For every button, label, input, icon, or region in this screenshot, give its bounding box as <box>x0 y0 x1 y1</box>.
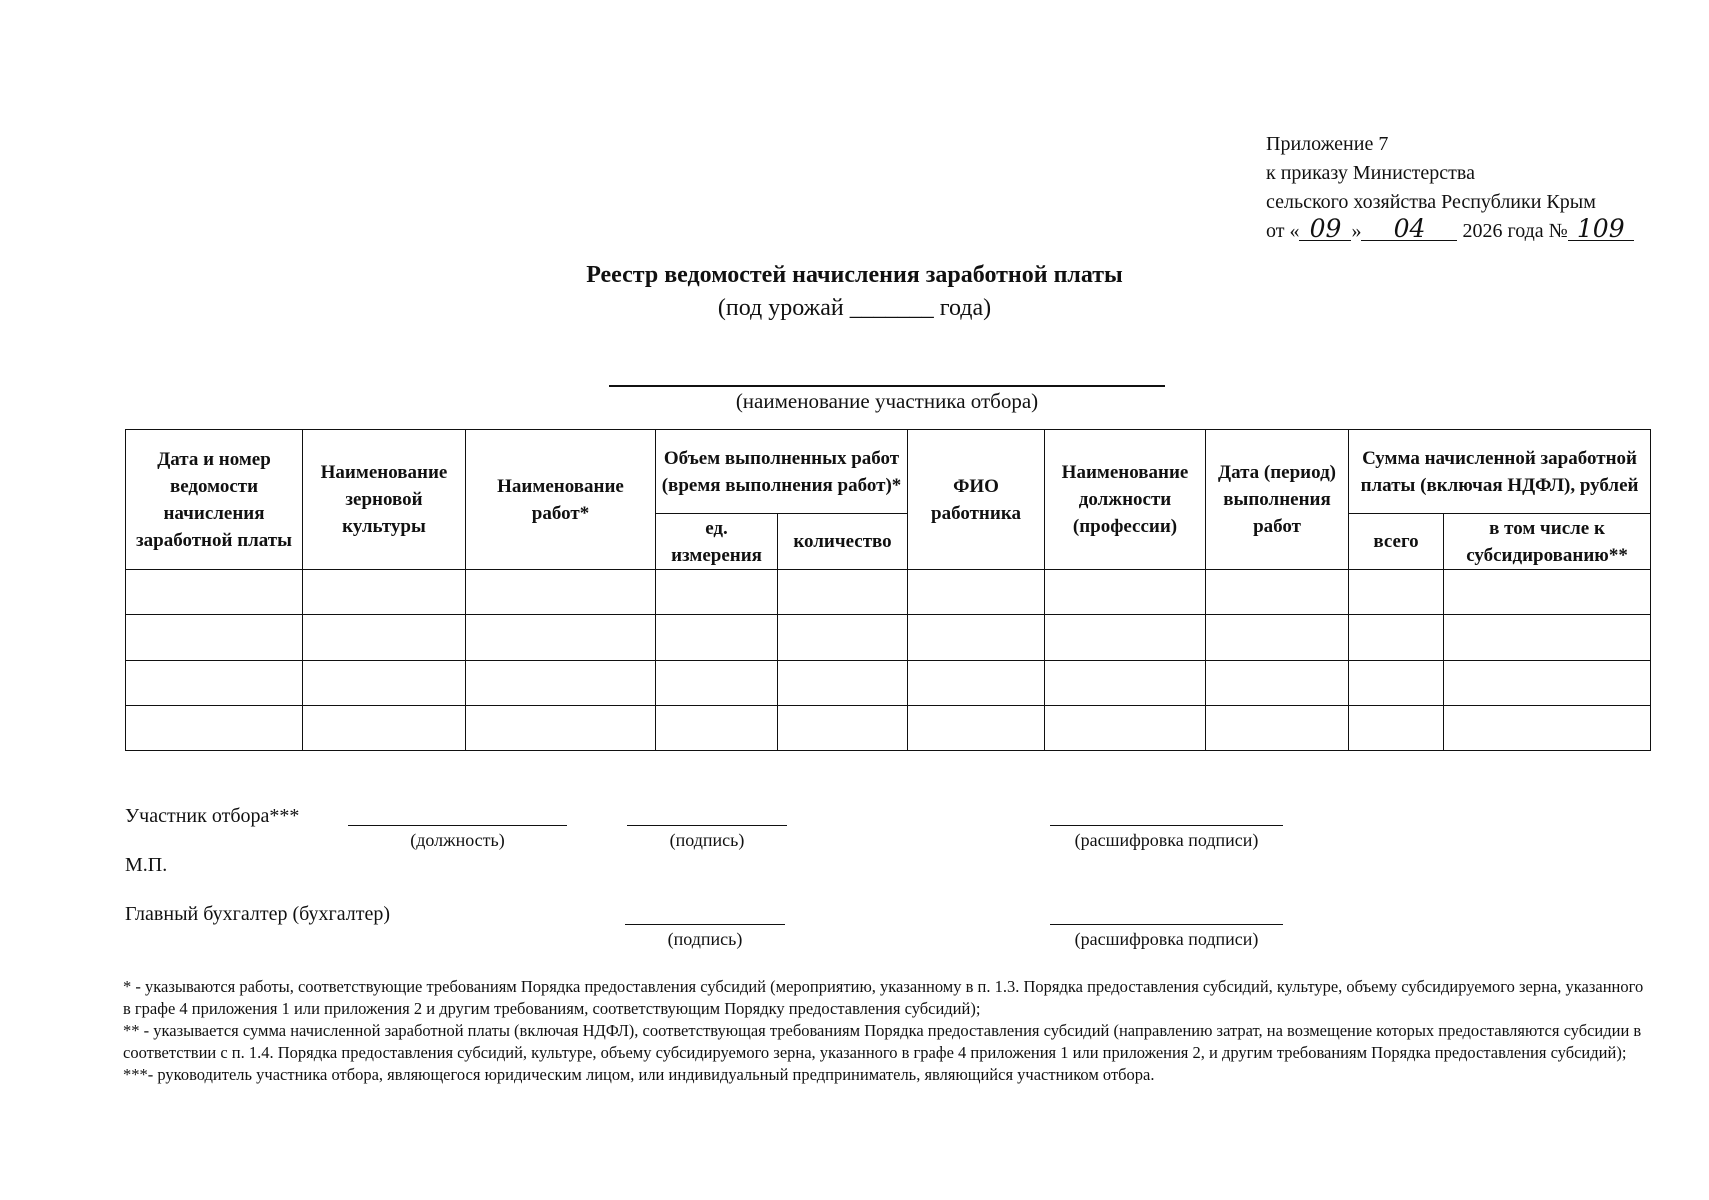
date-mid: » <box>1351 220 1362 242</box>
table-cell <box>656 615 778 660</box>
handwritten-number: 109 <box>1568 218 1634 241</box>
table-cell <box>908 705 1045 750</box>
header-salary-sum: Сумма начисленной заработной платы (включая НДФЛ), рублей <box>1349 430 1651 514</box>
date-year: 2026 года № <box>1462 220 1568 242</box>
table-cell <box>1444 615 1651 660</box>
participant-name-line <box>609 385 1165 387</box>
signature-caption: (подпись) <box>669 830 745 850</box>
table-cell <box>126 705 303 750</box>
accountant-decoding-caption: (расшифровка подписи) <box>1074 929 1259 949</box>
accountant-signature-caption: (подпись) <box>667 929 743 949</box>
footnote-2: ** - указывается сумма начисленной заработной платы (включая НДФЛ), соответствующая требованиям Порядка предоставления субсидий (направлению затрат, на возмещение которых предоставляются субсидии в соответствии с п. 1.4. Порядка предоставления субсидий, культуре, объему субсидируемого зерна, указанного в графе 4 приложения 1 или приложения 2, и другим требованиям Порядка предоставления субсидий); <box>123 1021 1642 1062</box>
table-cell <box>1045 570 1206 615</box>
header-total: всего <box>1349 514 1444 570</box>
table-cell <box>126 615 303 660</box>
registry-table <box>125 429 1651 751</box>
table-cell <box>466 615 656 660</box>
table-cell <box>466 660 656 705</box>
appendix-title: Приложение 7 <box>1266 133 1389 155</box>
header-subsidized: в том числе к субсидированию** <box>1444 514 1651 570</box>
table-cell <box>778 705 908 750</box>
table-row <box>126 705 1651 750</box>
signature-line <box>627 825 787 826</box>
decoding-caption: (расшифровка подписи) <box>1074 830 1259 850</box>
header-position: Наименование должности (профессии) <box>1045 430 1206 570</box>
header-employee-name: ФИО работника <box>908 430 1045 570</box>
table-row <box>126 570 1651 615</box>
table-cell <box>303 570 466 615</box>
table-cell <box>466 570 656 615</box>
appendix-ministry: сельского хозяйства Республики Крым <box>1266 191 1596 213</box>
document-subtitle: (под урожай _______ года) <box>717 295 992 321</box>
table-cell <box>303 660 466 705</box>
table-cell <box>1206 615 1349 660</box>
participant-label: Участник отбора*** <box>125 805 300 827</box>
footnote-3: ***- руководитель участника отбора, являющегося юридическим лицом, или индивидуальный предприниматель, являющийся участником отбора. <box>123 1065 1155 1084</box>
participant-caption: (наименование участника отбора) <box>735 389 1039 413</box>
appendix-order-ref: к приказу Министерства <box>1266 162 1475 184</box>
table-cell <box>1444 570 1651 615</box>
header-work-date: Дата (период) выполнения работ <box>1206 430 1349 570</box>
footnote-1: * - указываются работы, соответствующие требованиям Порядка предоставления субсидий (мероприятию, указанному в п. 1.3. Порядка предоставления субсидий, культуре, объему субсидируемого зерна, указанного в графе 4 приложения 1 или приложения 2 и другим требованиям, соответствующим Порядку предоставления субсидий); <box>123 977 1644 1018</box>
header-work-name: Наименование работ* <box>466 430 656 570</box>
table-cell <box>656 660 778 705</box>
table-cell <box>1206 570 1349 615</box>
header-quantity: количество <box>778 514 908 570</box>
header-unit: ед. измерения <box>656 514 778 570</box>
table-cell <box>1045 705 1206 750</box>
header-statement-date-number: Дата и номер ведомости начисления заработной платы <box>126 430 303 570</box>
handwritten-day: 09 <box>1299 218 1351 241</box>
table-cell <box>1206 705 1349 750</box>
table-cell <box>126 570 303 615</box>
table-cell <box>1349 570 1444 615</box>
accountant-label: Главный бухгалтер (бухгалтер) <box>125 903 391 925</box>
position-line <box>348 825 567 826</box>
table-cell <box>303 705 466 750</box>
table-cell <box>1444 660 1651 705</box>
table-cell <box>1045 615 1206 660</box>
table-cell <box>656 705 778 750</box>
decoding-line <box>1050 825 1283 826</box>
table-cell <box>778 660 908 705</box>
position-caption: (должность) <box>410 830 505 850</box>
table-row <box>126 615 1651 660</box>
table-cell <box>908 660 1045 705</box>
table-cell <box>1045 660 1206 705</box>
header-grain-crop: Наименование зерновой культуры <box>303 430 466 570</box>
document-title: Реестр ведомостей начисления заработной платы <box>586 262 1123 288</box>
handwritten-month: 04 <box>1361 218 1457 241</box>
footnotes <box>123 976 1648 1086</box>
table-body <box>126 570 1651 751</box>
table-row <box>126 660 1651 705</box>
table-cell <box>908 570 1045 615</box>
accountant-decoding-line <box>1050 924 1283 925</box>
table-cell <box>1444 705 1651 750</box>
table-cell <box>778 615 908 660</box>
date-prefix: от « <box>1266 220 1300 242</box>
table-cell <box>126 660 303 705</box>
table-cell <box>908 615 1045 660</box>
table-cell <box>1206 660 1349 705</box>
stamp-label: М.П. <box>125 854 168 876</box>
appendix-date-line <box>1266 214 1634 246</box>
header-work-volume: Объем выполненных работ (время выполнения работ)* <box>656 430 908 514</box>
table-cell <box>656 570 778 615</box>
appendix-block <box>1266 130 1634 246</box>
table-cell <box>1349 615 1444 660</box>
table-cell <box>466 705 656 750</box>
table-cell <box>778 570 908 615</box>
table-cell <box>1349 660 1444 705</box>
accountant-signature-line <box>625 924 785 925</box>
table-cell <box>303 615 466 660</box>
table-cell <box>1349 705 1444 750</box>
